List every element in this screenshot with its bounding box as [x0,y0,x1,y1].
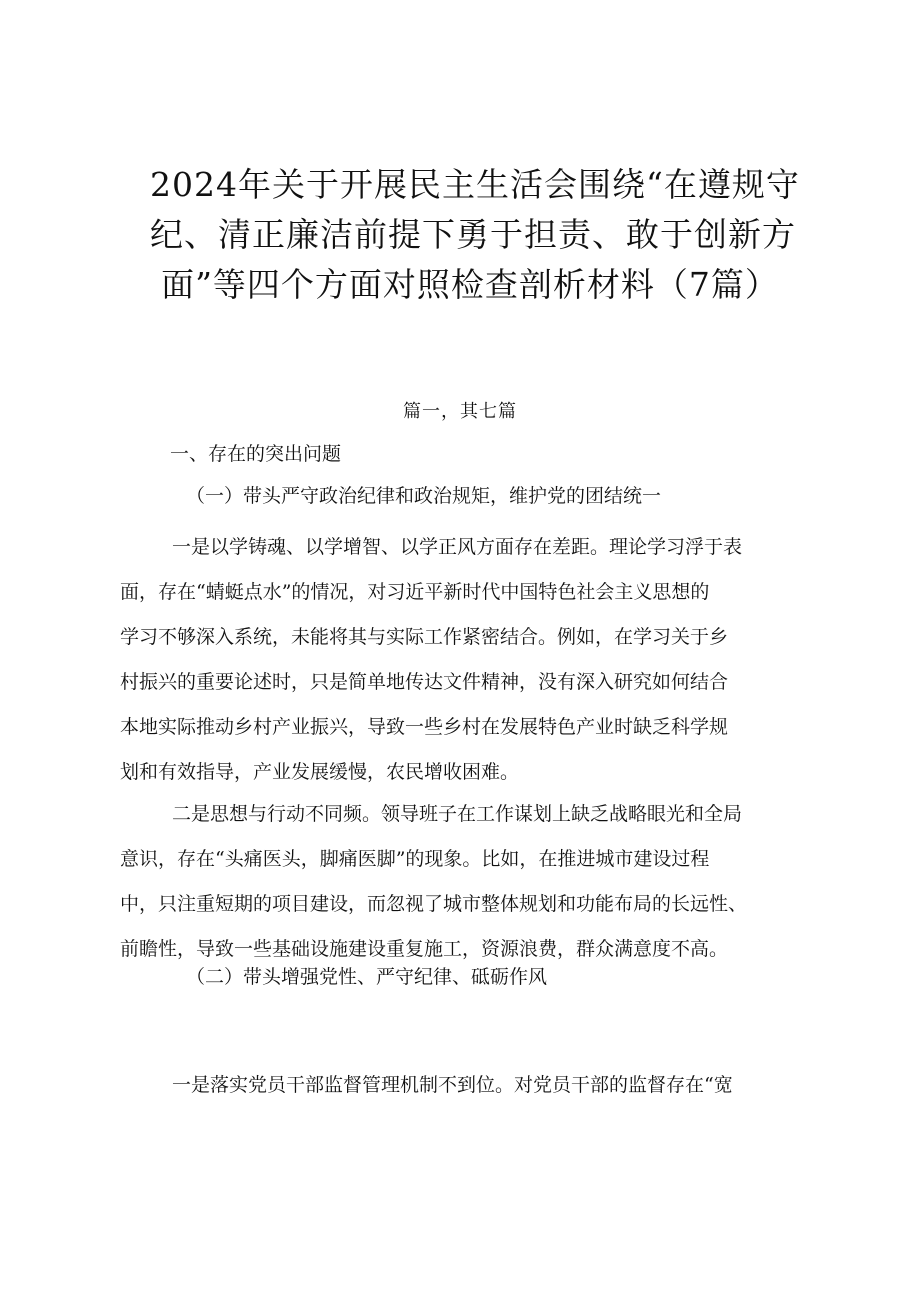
subheading-2: （二）带头增强党性、严守纪律、砥砺作风 [186,966,548,988]
paragraph-2 [120,792,820,972]
paragraph-line: 二是思想与行动不同频。领导班子在工作谋划上缺乏战略眼光和全局 [172,803,743,825]
paragraph-1 [120,525,820,795]
paragraph-line: 村振兴的重要论述时，只是简单地传达文件精神，没有深入研究如何结合 [120,671,729,693]
paragraph-line: 前瞻性，导致一些基础设施建设重复施工，资源浪费，群众满意度不高。 [120,938,729,960]
paragraph-line: 学习不够深入系统，未能将其与实际工作紧密结合。例如，在学习关于乡 [120,626,729,648]
document-subtitle: 篇一，其七篇 [403,401,517,422]
paragraph-line: 本地实际推动乡村产业振兴，导致一些乡村在发展特色产业时缺乏科学规 [120,716,729,738]
title-line: 2024年关于开展民主生活会围绕“在遵规守 [150,165,800,204]
paragraph-line: 划和有效指导，产业发展缓慢，农民增收困难。 [120,761,520,783]
section-heading: 一、存在的突出问题 [170,443,342,465]
subheading-1: （一）带头严守政治纪律和政治规矩，维护党的团结统一 [186,485,662,507]
title-line: 纪、清正廉洁前提下勇于担责、敢于创新方 [150,215,796,254]
paragraph-line: 中，只注重短期的项目建设，而忽视了城市整体规划和功能布局的长远性、 [120,893,748,915]
title-line: 面”等四个方面对照检查剖析材料（7篇） [161,265,779,304]
paragraph-line: 一是落实党员干部监督管理机制不到位。对党员干部的监督存在“宽 [172,1074,733,1096]
document-title [150,160,800,310]
paragraph-line: 一是以学铸魂、以学增智、以学正风方面存在差距。理论学习浮于表 [172,536,743,558]
paragraph-line: 意识，存在“头痛医头，脚痛医脚”的现象。比如，在推进城市建设过程 [120,848,710,870]
paragraph-3 [120,1063,820,1108]
paragraph-line: 面，存在“蜻蜓点水”的情况，对习近平新时代中国特色社会主义思想的 [120,581,710,603]
